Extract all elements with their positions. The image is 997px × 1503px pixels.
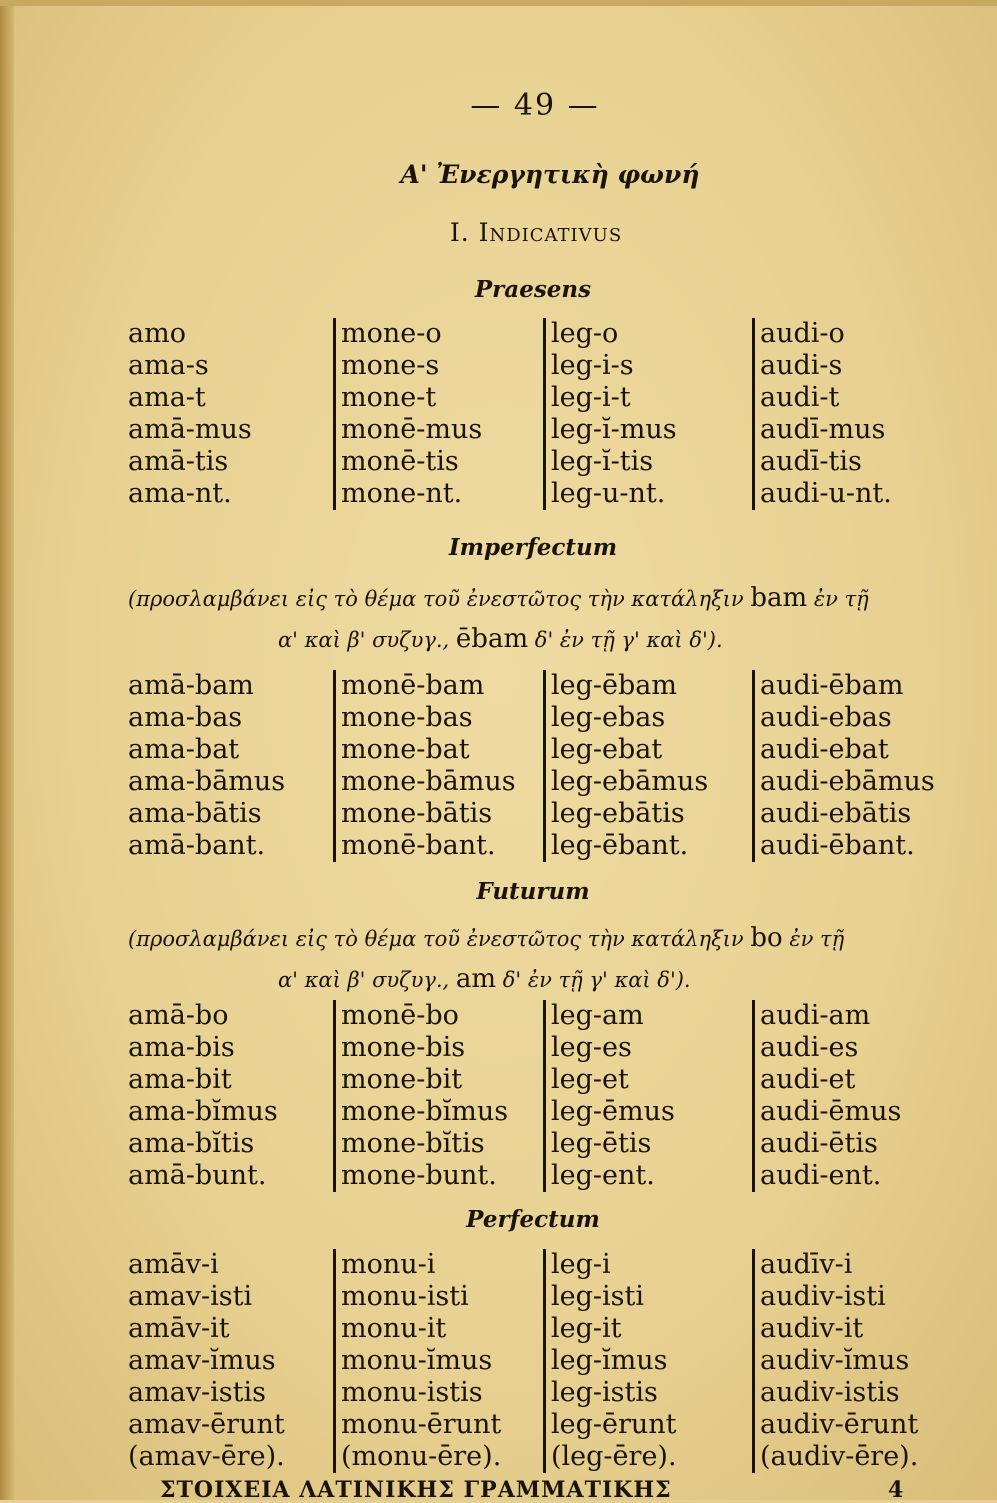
verb-form: audi-u-nt. <box>760 478 892 509</box>
verb-form: leg-i <box>551 1249 611 1280</box>
note-text: α' καὶ β' συζυγ., <box>278 628 450 652</box>
verb-form: (audiv-ēre). <box>760 1441 919 1472</box>
verb-form: ama-bĭmus <box>128 1096 278 1127</box>
column-third-conjugation <box>543 1000 675 1192</box>
verb-form: leg-o <box>551 318 619 349</box>
note-text: ἐν τῇ <box>789 927 845 951</box>
verb-form: audi-ebātis <box>760 798 912 829</box>
note-text: δ' ἐν τῇ γ' καὶ δ'). <box>534 628 723 652</box>
verb-form: ama-bĭtis <box>128 1128 255 1159</box>
verb-form: audi-o <box>760 318 845 349</box>
note-text: ἐν τῇ <box>813 587 869 611</box>
verb-form: mone-bit <box>341 1064 463 1095</box>
verb-form: leg-isti <box>551 1281 644 1312</box>
verb-form: leg-ĭ-mus <box>551 414 677 445</box>
verb-form: audi-am <box>760 1000 871 1031</box>
column-second-conjugation <box>333 670 516 862</box>
verb-form: audi-ēmus <box>760 1096 902 1127</box>
note-text: α' καὶ β' συζυγ., <box>278 968 450 992</box>
column-fourth-conjugation <box>752 318 892 510</box>
column-fourth-conjugation <box>752 1249 918 1473</box>
verb-form: leg-am <box>551 1000 644 1031</box>
verb-form: monē-bant. <box>341 830 496 861</box>
verb-form: leg-ebas <box>551 702 666 733</box>
verb-form: audi-et <box>760 1064 856 1095</box>
verb-form: monē-mus <box>341 414 483 445</box>
column-fourth-conjugation <box>752 670 935 862</box>
tense-heading-praesens: Praesens <box>474 276 592 303</box>
note-text: (προσλαμβάνει εἰς τὸ θέμα τοῦ ἐνεστῶτος τὴν κατάληξιν <box>128 927 744 951</box>
mood-title: I. Indicativus <box>449 218 623 247</box>
verb-form: leg-ebāmus <box>551 766 709 797</box>
column-second-conjugation <box>333 1249 501 1473</box>
verb-form: audi-ent. <box>760 1160 882 1191</box>
note-ending: bo <box>750 923 783 953</box>
verb-form: monu-istis <box>341 1377 483 1408</box>
section-title: Α' Ἐνεργητικὴ φωνή <box>400 160 700 189</box>
verb-form: audi-ebāmus <box>760 766 935 797</box>
verb-form: mone-bātis <box>341 798 493 829</box>
verb-form: audiv-ĭmus <box>760 1345 910 1376</box>
verb-form: audi-ēbam <box>760 670 904 701</box>
note-text: (προσλαμβάνει εἰς τὸ θέμα τοῦ ἐνεστῶτος τὴν κατάληξιν <box>128 587 744 611</box>
verb-form: mone-bas <box>341 702 473 733</box>
imperfectum-note <box>128 578 958 660</box>
verb-form: (leg-ēre). <box>551 1441 677 1472</box>
verb-form: audi-s <box>760 350 843 381</box>
verb-form: ama-t <box>128 382 206 413</box>
verb-form: mone-bis <box>341 1032 466 1063</box>
verb-form: leg-i-s <box>551 350 634 381</box>
note-ending: am <box>455 964 497 994</box>
verb-form: leg-ētis <box>551 1128 652 1159</box>
verb-form: mone-nt. <box>341 478 463 509</box>
verb-form: leg-ēmus <box>551 1096 675 1127</box>
verb-form: monē-tis <box>341 446 459 477</box>
verb-form: monu-isti <box>341 1281 469 1312</box>
verb-form: audi-ēbant. <box>760 830 915 861</box>
verb-form: mone-s <box>341 350 440 381</box>
futurum-note <box>128 918 958 1000</box>
verb-form: leg-ĭ-tis <box>551 446 654 477</box>
verb-form: monu-ĭmus <box>341 1345 493 1376</box>
verb-form: ama-bit <box>128 1064 232 1095</box>
column-second-conjugation <box>333 318 482 510</box>
verb-form: audi-es <box>760 1032 859 1063</box>
verb-form: leg-ēbant. <box>551 830 689 861</box>
verb-form: amāv-it <box>128 1313 230 1344</box>
verb-form: leg-it <box>551 1313 622 1344</box>
column-second-conjugation <box>333 1000 508 1192</box>
verb-form: mone-bunt. <box>341 1160 497 1191</box>
note-ending: bam <box>750 583 808 613</box>
verb-form: audiv-ērunt <box>760 1409 919 1440</box>
column-first-conjugation <box>128 670 285 862</box>
page-top-edge <box>0 0 997 6</box>
column-first-conjugation <box>128 1249 285 1473</box>
verb-form: amav-istis <box>128 1377 267 1408</box>
verb-form: audiv-istis <box>760 1377 900 1408</box>
verb-form: ama-bas <box>128 702 243 733</box>
verb-form: mone-bĭmus <box>341 1096 509 1127</box>
verb-form: audiv-it <box>760 1313 864 1344</box>
verb-form: ama-s <box>128 350 209 381</box>
verb-form: (monu-ēre). <box>341 1441 502 1472</box>
verb-form: amav-ērunt <box>128 1409 285 1440</box>
column-first-conjugation <box>128 1000 278 1192</box>
verb-form: leg-ĭmus <box>551 1345 668 1376</box>
tense-heading-perfectum: Perfectum <box>466 1206 600 1233</box>
verb-form: audī-mus <box>760 414 886 445</box>
verb-form: leg-ēbam <box>551 670 677 701</box>
verb-form: monu-i <box>341 1249 436 1280</box>
verb-form: mone-t <box>341 382 437 413</box>
column-first-conjugation <box>128 318 252 510</box>
verb-form: audiv-isti <box>760 1281 886 1312</box>
note-text: δ' ἐν τῇ γ' καὶ δ'). <box>502 968 691 992</box>
verb-form: amā-bo <box>128 1000 229 1031</box>
verb-form: mone-bat <box>341 734 470 765</box>
signature-number: 4 <box>888 1477 904 1503</box>
verb-form: leg-ērunt <box>551 1409 677 1440</box>
verb-form: audi-t <box>760 382 840 413</box>
column-third-conjugation <box>543 1249 677 1473</box>
page-number: — 49 — <box>470 88 600 123</box>
verb-form: monē-bam <box>341 670 485 701</box>
verb-form: leg-ent. <box>551 1160 655 1191</box>
verb-form: ama-bāmus <box>128 766 286 797</box>
verb-form: amā-bam <box>128 670 254 701</box>
verb-form: leg-i-t <box>551 382 631 413</box>
column-third-conjugation <box>543 670 708 862</box>
verb-form: amo <box>128 318 186 349</box>
verb-form: audī-tis <box>760 446 862 477</box>
verb-form: leg-et <box>551 1064 629 1095</box>
verb-form: leg-ebat <box>551 734 663 765</box>
verb-form: ama-nt. <box>128 478 232 509</box>
verb-form: amā-tis <box>128 446 229 477</box>
verb-form: monu-ērunt <box>341 1409 502 1440</box>
verb-form: mone-o <box>341 318 442 349</box>
verb-form: audi-ebat <box>760 734 889 765</box>
verb-form: mone-bĭtis <box>341 1128 485 1159</box>
verb-form: leg-es <box>551 1032 632 1063</box>
verb-form: monē-bo <box>341 1000 459 1031</box>
verb-form: mone-bāmus <box>341 766 516 797</box>
tense-heading-futurum: Futurum <box>476 878 590 905</box>
verb-form: amā-mus <box>128 414 252 445</box>
verb-form: amav-isti <box>128 1281 253 1312</box>
verb-form: audīv-i <box>760 1249 853 1280</box>
verb-form: amav-ĭmus <box>128 1345 276 1376</box>
tense-heading-imperfectum: Imperfectum <box>448 534 618 561</box>
verb-form: monu-it <box>341 1313 447 1344</box>
verb-form: ama-bis <box>128 1032 235 1063</box>
verb-form: audi-ētis <box>760 1128 878 1159</box>
footer-title: ΣΤΟΙΧΕΙΑ ΛΑΤΙΝΙΚΗΣ ΓΡΑΜΜΑΤΙΚΗΣ <box>160 1477 672 1503</box>
verb-form: (amav-ēre). <box>128 1441 285 1472</box>
verb-form: amā-bant. <box>128 830 266 861</box>
verb-form: leg-u-nt. <box>551 478 666 509</box>
column-fourth-conjugation <box>752 1000 901 1192</box>
verb-form: leg-istis <box>551 1377 658 1408</box>
verb-form: ama-bātis <box>128 798 262 829</box>
verb-form: amāv-i <box>128 1249 219 1280</box>
verb-form: ama-bat <box>128 734 240 765</box>
column-third-conjugation <box>543 318 677 510</box>
verb-form: audi-ebas <box>760 702 892 733</box>
note-ending: ēbam <box>455 624 529 654</box>
verb-form: leg-ebātis <box>551 798 685 829</box>
verb-form: amā-bunt. <box>128 1160 267 1191</box>
